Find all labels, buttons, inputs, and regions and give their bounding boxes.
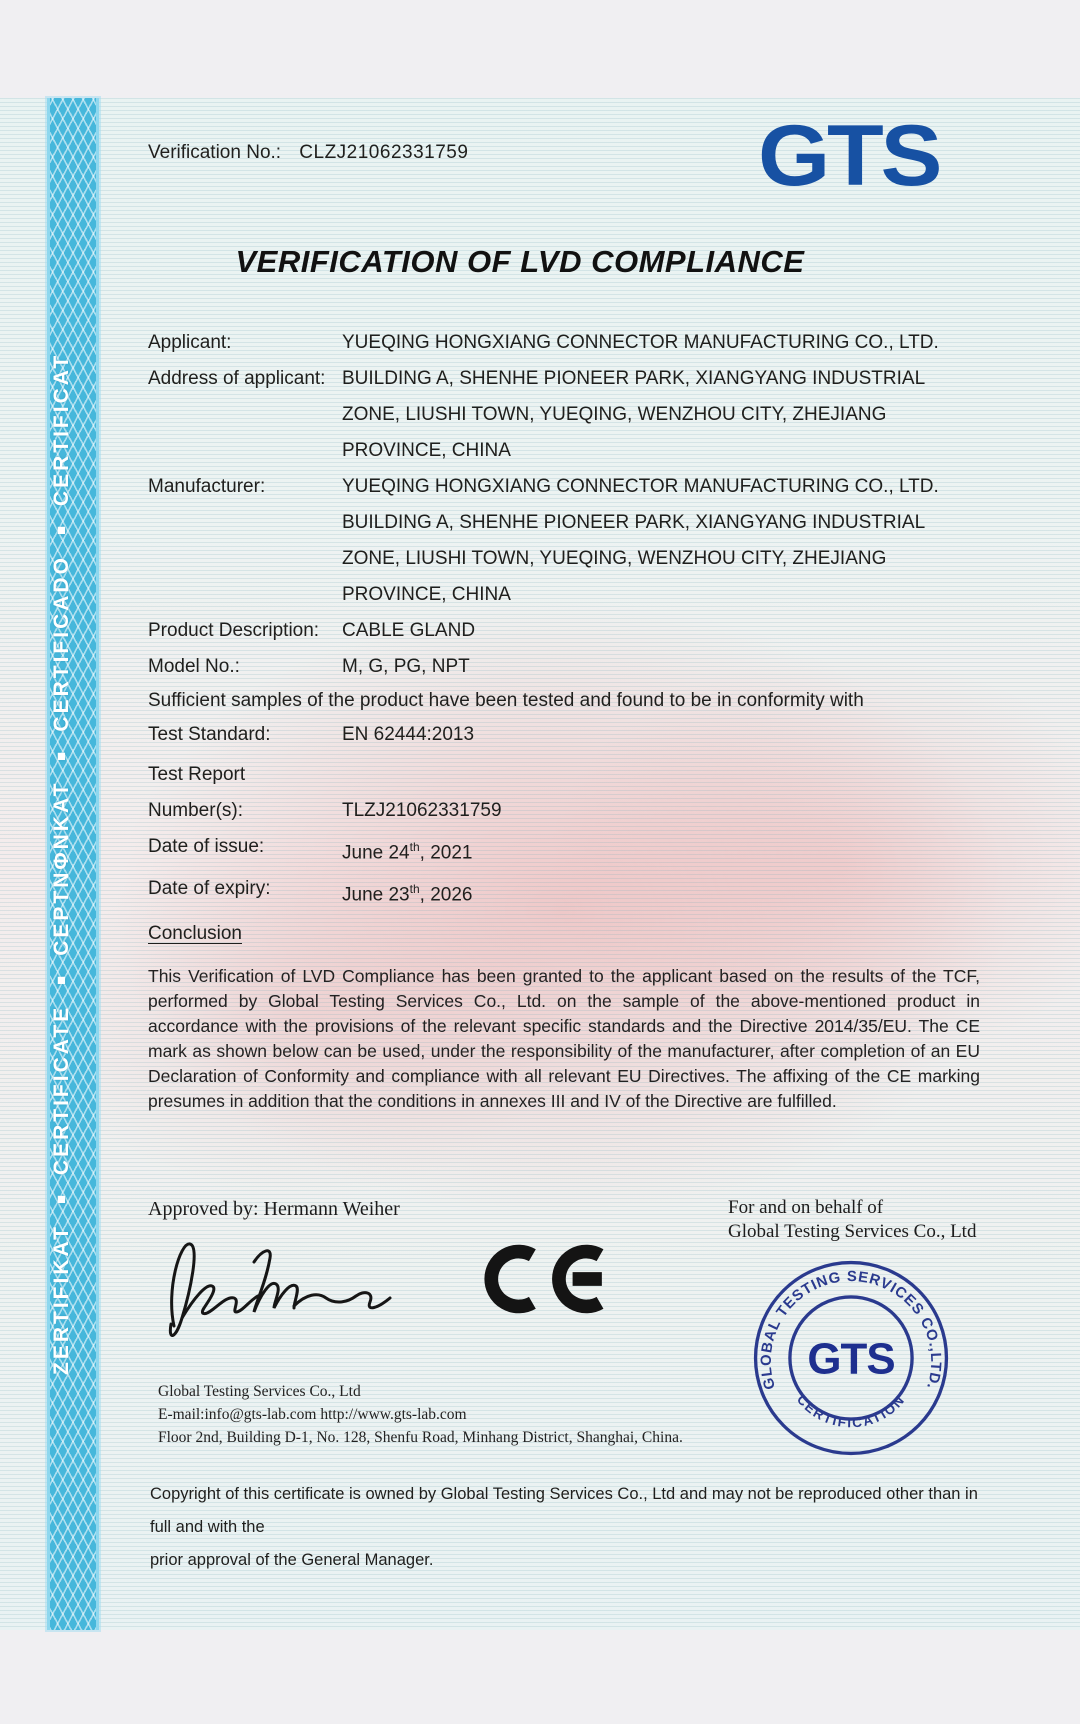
certificate-fields xyxy=(148,325,980,1114)
product-row xyxy=(148,613,980,649)
verification-number-value: CLZJ21062331759 xyxy=(299,142,469,163)
manufacturer-value xyxy=(342,469,980,613)
issuer-address-block xyxy=(158,1380,683,1449)
manufacturer-line: YUEQING HONGXIANG CONNECTOR MANUFACTURING CO., LTD. xyxy=(342,476,939,497)
issue-date-value xyxy=(342,829,980,871)
report-row xyxy=(148,757,980,793)
sideband-word: ZERTIFIKAT xyxy=(50,1224,73,1376)
address-line: BUILDING A, SHENHE PIONEER PARK, XIANGYANG INDUSTRIAL xyxy=(342,368,926,389)
address-line: ZONE, LIUSHI TOWN, YUEQING, WENZHOU CITY, ZHEJIANG xyxy=(342,404,887,425)
ce-mark-icon xyxy=(483,1238,611,1320)
sideband-text xyxy=(50,98,96,1630)
model-row xyxy=(148,649,980,685)
issuer-contact: E-mail:info@gts-lab.com http://www.gts-lab.com xyxy=(158,1406,467,1423)
expiry-date-ordinal: th xyxy=(409,882,420,897)
square-separator-icon: ■ xyxy=(53,522,70,540)
expiry-date-row xyxy=(148,871,980,913)
copyright-notice xyxy=(150,1478,985,1577)
approved-by-line: Approved by: Hermann Weiher xyxy=(148,1198,400,1220)
certificate-sideband xyxy=(47,98,99,1630)
gts-seal xyxy=(746,1253,956,1463)
model-value: M, G, PG, NPT xyxy=(342,656,470,677)
issue-date-ordinal: th xyxy=(409,840,420,854)
sideband-word: CEPTNΦNKAT xyxy=(50,780,73,956)
standard-label: Test Standard: xyxy=(148,724,271,745)
gts-logo: GTS xyxy=(758,108,940,204)
address-label: Address of applicant: xyxy=(148,368,326,389)
conclusion-heading-label: Conclusion xyxy=(148,922,242,944)
model-label: Model No.: xyxy=(148,656,240,677)
standard-row xyxy=(148,717,980,753)
issuer-company: Global Testing Services Co., Ltd xyxy=(158,1383,361,1400)
manufacturer-label: Manufacturer: xyxy=(148,476,266,497)
issue-date-label: Date of issue: xyxy=(148,836,265,857)
seal-top-text: GLOBAL TESTING SERVICES CO.,LTD. xyxy=(758,1269,944,1392)
square-separator-icon: ■ xyxy=(53,1191,70,1209)
expiry-date-year: , 2026 xyxy=(419,884,473,906)
numbers-row xyxy=(148,793,980,829)
seal-center-text: GTS xyxy=(807,1334,895,1384)
report-label: Test Report xyxy=(148,764,246,785)
conclusion-heading xyxy=(148,916,980,952)
expiry-date-label: Date of expiry: xyxy=(148,878,271,900)
copyright-line1: Copyright of this certificate is owned by Global Testing Services Co., Ltd and may not be reproduced other than in full and with the xyxy=(150,1485,978,1536)
address-value xyxy=(342,361,980,469)
address-row xyxy=(148,361,980,469)
manufacturer-line: BUILDING A, SHENHE PIONEER PARK, XIANGYANG INDUSTRIAL xyxy=(342,512,926,533)
verification-number-label: Verification No.: xyxy=(148,142,282,163)
manufacturer-line: PROVINCE, CHINA xyxy=(342,584,511,605)
issue-date-day: June 24 xyxy=(342,842,410,864)
issuer-street-address: Floor 2nd, Building D-1, No. 128, Shenfu Road, Minhang District, Shanghai, China. xyxy=(158,1429,683,1446)
certificate-page xyxy=(0,98,1080,1630)
applicant-row xyxy=(148,325,980,361)
applicant-label: Applicant: xyxy=(148,332,232,353)
conclusion-paragraph: This Verification of LVD Compliance has been granted to the applicant based on the results of the TCF, performed by Global Testing Services Co., Ltd. on the sample of the above-mentioned product in accordance with the provisions of the relevant specific standards and the Directive 2014/35/EU. The CE mark as shown below can be used, under the responsibility of the manufacturer, after completion of an EU Declaration of Conformity and compliance with all relevant EU Directives. The affixing of the CE marking presumes in addition that the conditions in annexes III and IV of the Directive are fulfilled. xyxy=(148,965,980,1111)
square-separator-icon: ■ xyxy=(53,971,70,989)
address-line: PROVINCE, CHINA xyxy=(342,440,511,461)
issue-date-year: , 2021 xyxy=(419,842,473,864)
manufacturer-row xyxy=(148,469,980,613)
standard-value: EN 62444:2013 xyxy=(342,724,475,745)
applicant-value: YUEQING HONGXIANG CONNECTOR MANUFACTURING CO., LTD. xyxy=(342,332,939,353)
sideband-word: CERTIFICAT xyxy=(50,352,73,507)
product-label: Product Description: xyxy=(148,620,320,641)
behalf-block xyxy=(728,1196,976,1244)
sideband-word: CERTIFICADO xyxy=(50,555,73,732)
signature-scribble-icon xyxy=(158,1226,433,1346)
seal-bottom-text: CERTIFICATION xyxy=(793,1391,909,1431)
conformity-statement: Sufficient samples of the product have been tested and found to be in conformity with xyxy=(148,690,864,711)
issue-date-row xyxy=(148,829,980,871)
manufacturer-line: ZONE, LIUSHI TOWN, YUEQING, WENZHOU CITY, ZHEJIANG xyxy=(342,548,887,569)
svg-text:CERTIFICATION xyxy=(794,1392,908,1431)
behalf-line2: Global Testing Services Co., Ltd xyxy=(728,1221,977,1242)
square-separator-icon: ■ xyxy=(53,747,70,765)
product-value: CABLE GLAND xyxy=(342,620,476,641)
copyright-line2: prior approval of the General Manager. xyxy=(150,1551,434,1569)
expiry-date-value xyxy=(342,871,980,913)
verification-number-row xyxy=(148,142,468,164)
expiry-date-day: June 23 xyxy=(342,884,410,906)
behalf-line1: For and on behalf of xyxy=(728,1197,884,1218)
numbers-label: Number(s): xyxy=(148,800,244,821)
numbers-value: TLZJ21062331759 xyxy=(342,800,502,821)
certificate-title: VERIFICATION OF LVD COMPLIANCE xyxy=(235,244,805,279)
sideband-word: CERTIFICATE xyxy=(50,1004,73,1176)
